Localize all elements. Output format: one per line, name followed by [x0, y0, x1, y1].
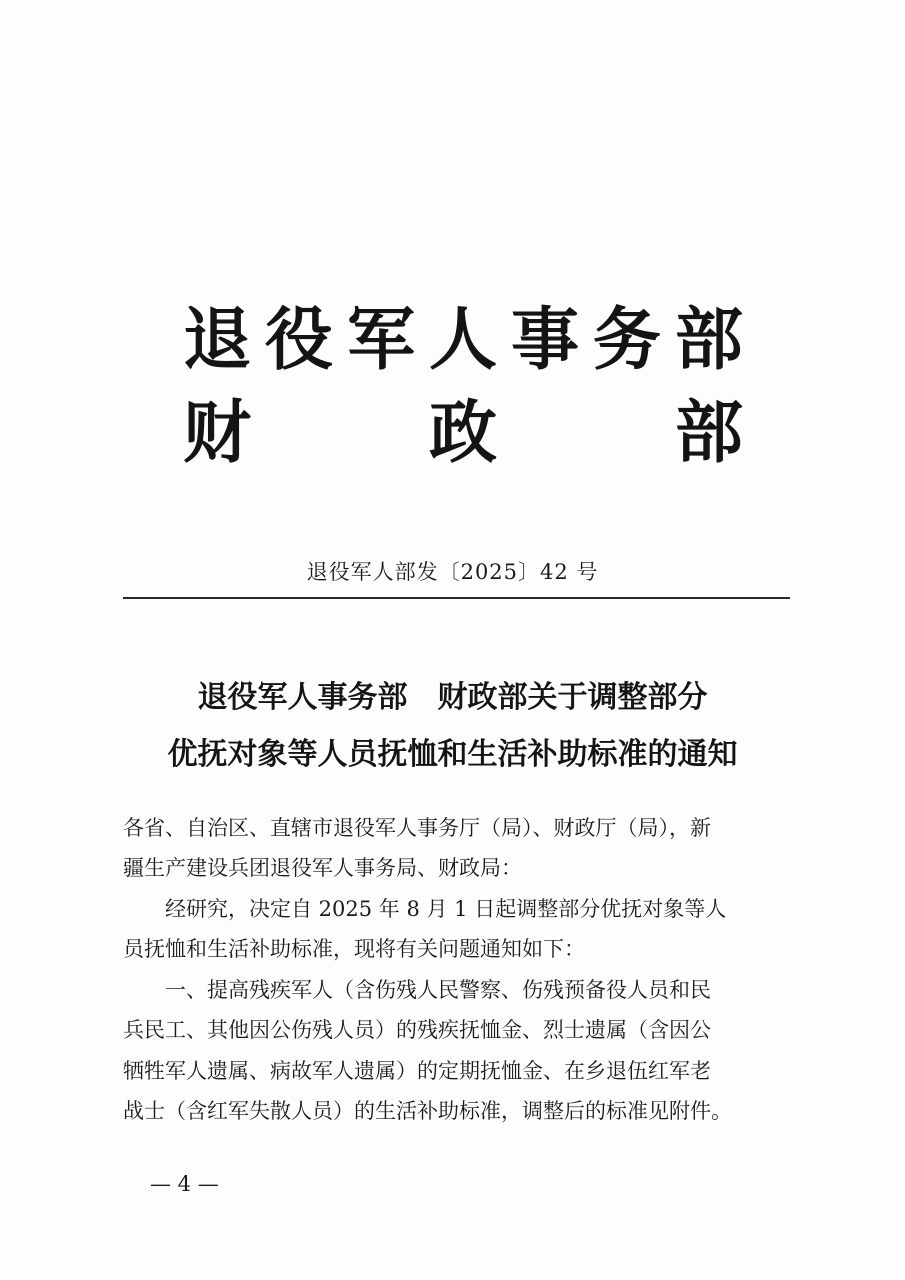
body-line: 兵民工、其他因公伤残人员）的残疾抚恤金、烈士遗属（含因公: [123, 1018, 711, 1042]
org-char: 部: [674, 300, 743, 380]
body-line: 员抚恤和生活补助标准，现将有关问题通知如下：: [123, 937, 585, 961]
org-char: 役: [264, 300, 333, 380]
org-char: 退: [183, 300, 252, 380]
document-title-line-1: 退役军人事务部 财政部关于调整部分: [197, 680, 708, 715]
org-char: 部: [674, 393, 743, 473]
body-line: 牺牲军人遗属、病故军人遗属）的定期抚恤金、在乡退伍红军老: [123, 1059, 711, 1083]
org-char: 事: [510, 300, 579, 380]
body-line: 各省、自治区、直辖市退役军人事务厅（局）、财政厅（局），新: [123, 816, 711, 840]
body-line: 疆生产建设兵团退役军人事务局、财政局：: [123, 856, 522, 880]
document-number: 退役军人部发〔2025〕42 号: [306, 560, 599, 584]
body-line: 一、提高残疾军人（含伤残人民警察、伤残预备役人员和民: [123, 978, 711, 1002]
issuing-organization-line-2: [183, 393, 743, 473]
body-line: 经研究，决定自 2025 年 8 月 1 日起调整部分优抚对象等人: [123, 897, 727, 921]
issuing-organization-line-1: [183, 300, 743, 380]
page-number: — 4 —: [150, 1172, 219, 1196]
document-title-line-2: 优抚对象等人员抚恤和生活补助标准的通知: [167, 737, 738, 772]
body-line: 战士（含红军失散人员）的生活补助标准，调整后的标准见附件。: [123, 1099, 732, 1123]
org-char: 政: [428, 393, 497, 473]
org-char: 财: [183, 393, 252, 473]
org-char: 军: [346, 300, 415, 380]
org-char: 人: [428, 300, 497, 380]
header-divider: [123, 597, 790, 599]
org-char: 务: [592, 300, 661, 380]
